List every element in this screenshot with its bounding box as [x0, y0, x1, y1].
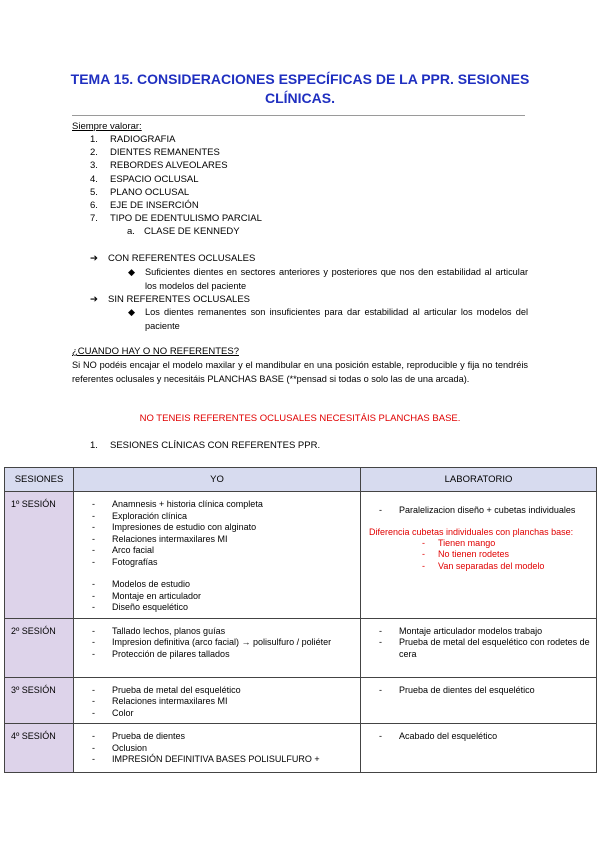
list-item: - Impresiones de estudio con alginato: [92, 522, 352, 534]
list-item: - Diseño esquelético: [92, 602, 352, 614]
evaluation-list: [90, 133, 262, 225]
list-item: - Prueba de metal del esquelético: [92, 685, 352, 697]
table-row: [5, 618, 597, 677]
con-referentes-bullet: ◆ Suficientes dientes en sectores anteriores y posteriores que nos den estabilidad al articular los modelos del paciente: [128, 267, 528, 291]
red-warning-note: NO TENEIS REFERENTES OCLUSALES NECESITÁIS PLANCHAS BASE.: [139, 413, 461, 424]
lab-cell: [361, 677, 597, 724]
list-item: 1. RADIOGRAFIA: [90, 134, 176, 145]
lab-cell: [361, 724, 597, 773]
table-row: [5, 492, 597, 619]
sessions-table: [4, 467, 597, 773]
list-item: - Paralelizacion diseño + cubetas individuales: [379, 505, 590, 517]
lab-cell: [361, 492, 597, 619]
header-sesiones: SESIONES: [5, 468, 74, 492]
explanation-paragraph: Si NO podéis encajar el modelo maxilar y el mandibular en una posición estable, reproducible y fija no tendréis referentes oclusales y necesitáis PLANCHAS BASE (**pensad si todas o solo las de una arcada).: [72, 360, 528, 384]
session-cell: 3º SESIÓN: [5, 677, 74, 724]
session-cell: 4º SESIÓN: [5, 724, 74, 773]
siempre-valorar-heading: Siempre valorar:: [72, 121, 142, 132]
sin-referentes-item: ➔ SIN REFERENTES OCLUSALES: [90, 294, 251, 305]
list-item: - Prueba de dientes: [92, 731, 352, 743]
list-item: 5. PLANO OCLUSAL: [90, 186, 190, 198]
list-item: - Relaciones intermaxilares MI: [92, 696, 352, 708]
list-item: - Impresion definitiva (arco facial) → polisulfuro / poliéter: [92, 637, 352, 649]
title-divider: [72, 115, 525, 116]
sublist-item: a. CLASE DE KENNEDY: [127, 226, 240, 237]
list-item: 3. REBORDES ALVEOLARES: [90, 160, 228, 172]
con-referentes-item: ➔ CON REFERENTES OCLUSALES: [90, 253, 256, 264]
table-header-row: [5, 468, 597, 492]
list-item: - Montaje en articulador: [92, 591, 352, 603]
yo-cell: [74, 618, 361, 677]
yo-cell: [74, 492, 361, 619]
session-cell: 2º SESIÓN: [5, 618, 74, 677]
list-item: - Protección de pilares tallados: [92, 649, 352, 661]
diamond-bullet-icon: ◆: [128, 267, 136, 277]
diamond-bullet-icon: ◆: [128, 307, 136, 317]
header-laboratorio: LABORATORIO: [361, 468, 597, 492]
table-row: [5, 724, 597, 773]
list-item: - Fotografías: [92, 557, 352, 569]
lab-cell: [361, 618, 597, 677]
session-cell: 1º SESIÓN: [5, 492, 74, 619]
document-title: TEMA 15. CONSIDERACIONES ESPECÍFICAS DE LA PPR. SESIONES CLÍNICAS.: [70, 71, 530, 106]
list-item: - Acabado del esquelético: [379, 731, 590, 743]
list-item: - Exploración clínica: [92, 511, 352, 523]
list-item: - Relaciones intermaxilares MI: [92, 534, 352, 546]
list-item: - Oclusion: [92, 743, 352, 755]
list-item: - No tienen rodetes: [422, 549, 590, 561]
arrow-icon: ➔: [90, 253, 98, 264]
list-item: - IMPRESIÓN DEFINITIVA BASES POLISULFURO +: [92, 754, 352, 766]
list-item: - Tienen mango: [422, 538, 590, 550]
list-item: 7. TIPO DE EDENTULISMO PARCIAL: [90, 213, 262, 225]
sin-referentes-bullet: ◆ Los dientes remanentes son insuficientes para dar estabilidad al articular los modelos del paciente: [128, 307, 528, 331]
question-heading: ¿CUANDO HAY O NO REFERENTES?: [72, 346, 239, 357]
section-heading: 1. SESIONES CLÍNICAS CON REFERENTES PPR.: [90, 440, 321, 451]
list-item: - Modelos de estudio: [92, 579, 352, 591]
yo-cell: [74, 677, 361, 724]
list-item: - Arco facial: [92, 545, 352, 557]
header-yo: YO: [74, 468, 361, 492]
list-item: 4. ESPACIO OCLUSAL: [90, 173, 199, 185]
list-item: - Van separadas del modelo: [422, 561, 590, 573]
list-item: 6. EJE DE INSERCIÓN: [90, 200, 199, 212]
list-item: - Anamnesis + historia clínica completa: [92, 499, 352, 511]
list-item: - Montaje articulador modelos trabajo: [379, 626, 590, 638]
list-item: - Tallado lechos, planos guías: [92, 626, 352, 638]
arrow-icon: ➔: [90, 294, 98, 305]
list-item: - Prueba de dientes del esquelético: [379, 685, 590, 697]
list-item: - Color: [92, 708, 352, 720]
list-item: - Prueba de metal del esquelético con rodetes de cera: [379, 637, 590, 660]
yo-cell: [74, 724, 361, 773]
table-row: [5, 677, 597, 724]
list-item: 2. DIENTES REMANENTES: [90, 147, 220, 159]
red-subtitle: Diferencia cubetas individuales con planchas base:: [369, 526, 574, 537]
